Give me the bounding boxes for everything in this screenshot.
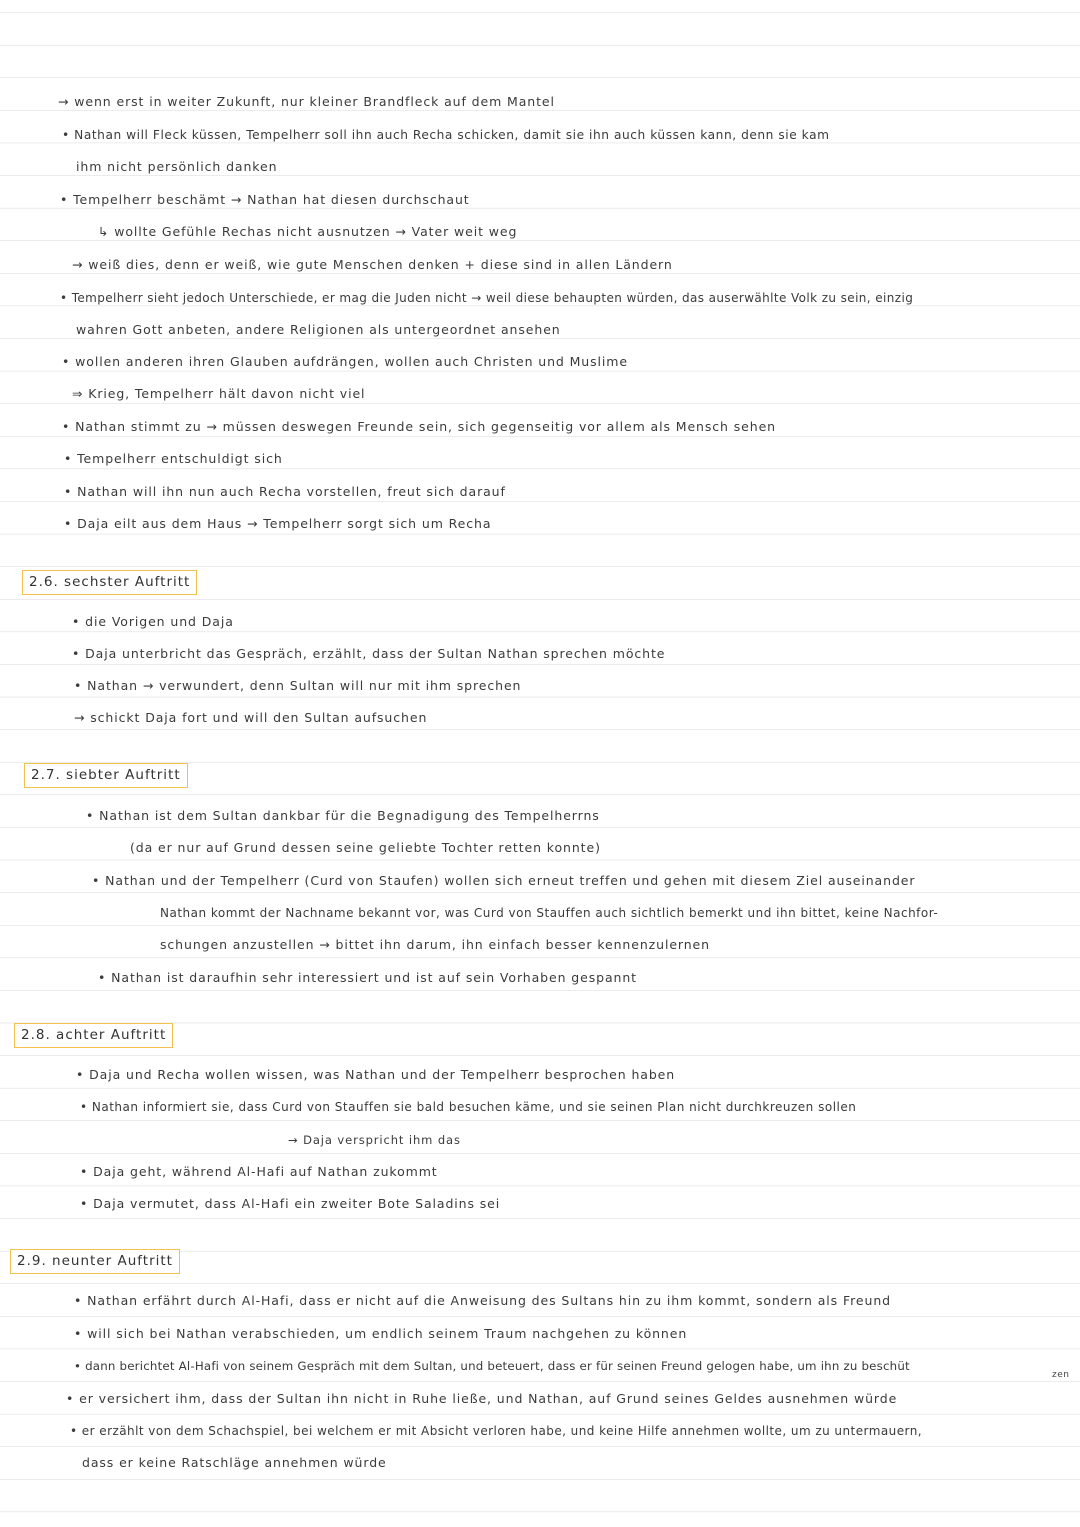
note-line: → schickt Daja fort und will den Sultan aufsuchen — [74, 710, 428, 725]
note-line: • Nathan ist daraufhin sehr interessiert und ist auf sein Vorhaben gespannt — [98, 970, 637, 985]
note-line: • Nathan und der Tempelherr (Curd von Staufen) wollen sich erneut treffen und gehen mit diesem Ziel auseinander — [92, 873, 916, 888]
note-line: • Daja und Recha wollen wissen, was Nathan und der Tempelherr besprochen haben — [76, 1067, 676, 1082]
note-line: • wollen anderen ihren Glauben aufdrängen, wollen auch Christen und Muslime — [62, 354, 628, 369]
note-line: • Nathan erfährt durch Al-Hafi, dass er nicht auf die Anweisung des Sultans hin zu ihm kommt, sondern als Freund — [74, 1293, 891, 1308]
note-line: ⇒ Krieg, Tempelherr hält davon nicht viel — [72, 386, 366, 401]
section-heading: 2.7. siebter Auftritt — [24, 763, 188, 788]
note-line: • Nathan informiert sie, dass Curd von Stauffen sie bald besuchen käme, und sie seinen Plan nicht durchkreuzen sollen — [80, 1100, 857, 1114]
overflow-fragment: zen — [1052, 1370, 1070, 1380]
note-line: • Daja eilt aus dem Haus → Tempelherr sorgt sich um Recha — [64, 516, 492, 531]
note-line: • Nathan → verwundert, denn Sultan will nur mit ihm sprechen — [74, 678, 522, 693]
note-line: • Nathan stimmt zu → müssen deswegen Freunde sein, sich gegenseitig vor allem als Mensch sehen — [62, 419, 776, 434]
note-line: → wenn erst in weiter Zukunft, nur kleiner Brandfleck auf dem Mantel — [58, 94, 555, 109]
note-line: • Nathan will ihn nun auch Recha vorstellen, freut sich darauf — [64, 484, 506, 499]
note-line: • Nathan will Fleck küssen, Tempelherr soll ihn auch Recha schicken, damit sie ihn auch küssen kann, denn sie kam — [62, 128, 830, 142]
note-line: • Tempelherr entschuldigt sich — [64, 451, 283, 466]
note-line: ihm nicht persönlich danken — [76, 159, 278, 174]
note-line: schungen anzustellen → bittet ihn darum, ihn einfach besser kennenzulernen — [160, 937, 710, 952]
note-line: Nathan kommt der Nachname bekannt vor, was Curd von Stauffen auch sichtlich bemerkt und ihn bittet, keine Nachfor- — [160, 906, 939, 920]
note-line: → Daja verspricht ihm das — [288, 1133, 461, 1147]
note-line: • will sich bei Nathan verabschieden, um endlich seinem Traum nachgehen zu können — [74, 1326, 688, 1341]
note-line: • dann berichtet Al-Hafi von seinem Gespräch mit dem Sultan, und beteuert, dass er für seinen Freund gelogen habe, um ihn zu beschüt — [74, 1359, 910, 1373]
note-line: • er erzählt von dem Schachspiel, bei welchem er mit Absicht verloren habe, und keine Hilfe annehmen wollte, um zu untermauern, — [70, 1424, 923, 1438]
section-heading: 2.8. achter Auftritt — [14, 1023, 173, 1048]
section-heading: 2.6. sechster Auftritt — [22, 570, 197, 595]
note-line: wahren Gott anbeten, andere Religionen als untergeordnet ansehen — [76, 322, 561, 337]
note-line: • Daja vermutet, dass Al-Hafi ein zweiter Bote Saladins sei — [80, 1196, 501, 1211]
note-line: → weiß dies, denn er weiß, wie gute Menschen denken + diese sind in allen Ländern — [72, 257, 673, 272]
note-line: dass er keine Ratschläge annehmen würde — [82, 1455, 387, 1470]
note-line: • Daja geht, während Al-Hafi auf Nathan zukommt — [80, 1164, 438, 1179]
note-line: • Tempelherr sieht jedoch Unterschiede, er mag die Juden nicht → weil diese behaupten würden, das auserwählte Volk zu sein, einzig — [60, 291, 914, 305]
note-line: • Nathan ist dem Sultan dankbar für die Begnadigung des Tempelherrns — [86, 808, 600, 823]
note-line: (da er nur auf Grund dessen seine geliebte Tochter retten konnte) — [130, 840, 601, 855]
note-line: • er versichert ihm, dass der Sultan ihn nicht in Ruhe ließe, und Nathan, auf Grund seines Geldes ausnehmen würde — [66, 1391, 898, 1406]
note-line: • Daja unterbricht das Gespräch, erzählt, dass der Sultan Nathan sprechen möchte — [72, 646, 666, 661]
section-heading: 2.9. neunter Auftritt — [10, 1249, 180, 1274]
note-line: ↳ wollte Gefühle Rechas nicht ausnutzen → Vater weit weg — [98, 224, 518, 239]
note-line: • Tempelherr beschämt → Nathan hat diesen durchschaut — [60, 192, 470, 207]
note-line: • die Vorigen und Daja — [72, 614, 234, 629]
